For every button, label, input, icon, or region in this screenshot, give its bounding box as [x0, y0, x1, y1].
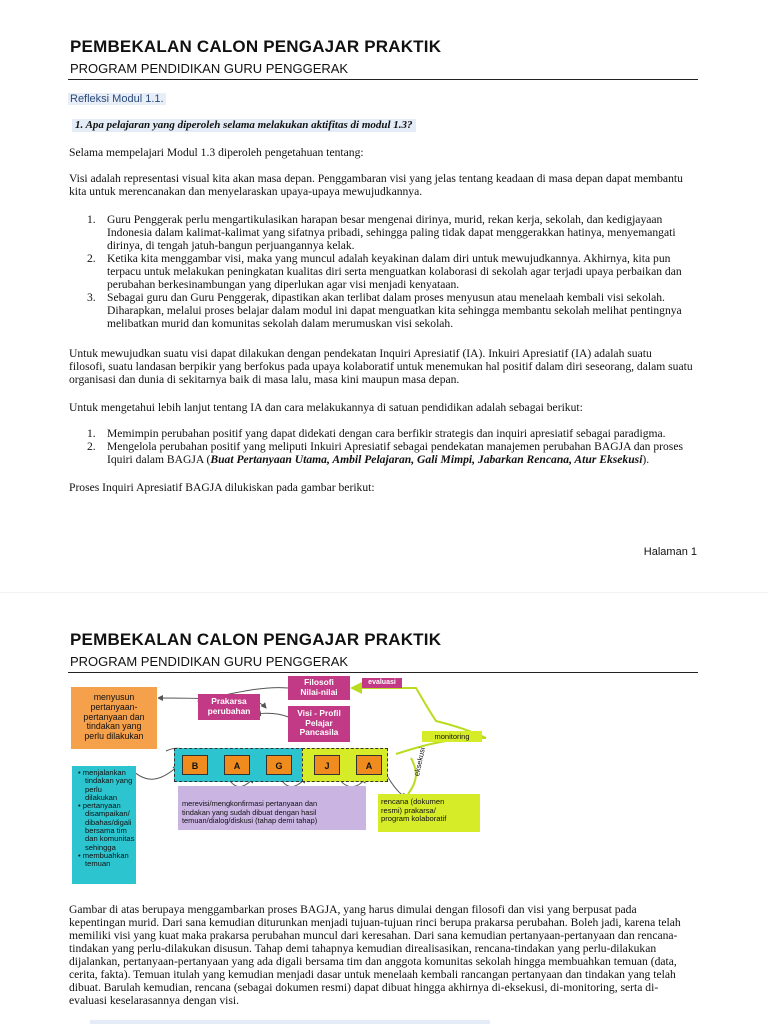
- list-number: 1.: [87, 427, 96, 440]
- prakarsa-perubahan-box: [198, 694, 260, 720]
- text-line: melibatkan murid dan komunitas sekolah dalam merumuskan visi sekolah.: [107, 317, 454, 330]
- revise-box: [178, 786, 366, 830]
- text-line: • pertanyaan: [78, 801, 121, 811]
- list-item: [87, 427, 717, 440]
- text-line: perubahan berkesinambungan yang diperlukan agar visi menjadi kenyataan.: [107, 278, 460, 291]
- list-item: [87, 252, 717, 291]
- text-line: Filosofi: [304, 677, 334, 687]
- bagja-explanation: [69, 903, 709, 1007]
- bagja-step-b: B: [182, 755, 208, 775]
- text-line: perlu dilakukan: [84, 731, 144, 742]
- text-line: kepentingan murid. Dari sana kemudian diturunkan menjadi tujuan-tujuan rinci berupa prakarsa perubahan. Boleh jadi, karena telah: [69, 916, 681, 929]
- text-line: Memimpin perubahan positif yang dapat didekati dengan cara berfikir strategis dan inquiri apresiatif sebagai paradigma.: [107, 427, 666, 440]
- text-line: disampaikan/: [85, 809, 130, 819]
- text-line: Ketika kita menggambar visi, maka yang muncul adalah keyakinan dalam diri untuk mewujudkannya. Akhirnya, kita pun: [107, 252, 671, 265]
- ia-paragraph: [69, 347, 709, 386]
- text-line: kita untuk merencanakan dan menyelaraskan upaya-upaya mewujudkannya.: [69, 185, 423, 198]
- list-number: 3.: [87, 291, 96, 304]
- text-line: dan komunitas: [85, 834, 135, 844]
- more-info-text: Untuk mengetahui lebih lanjut tentang IA dan cara melakukannya di satuan pendidikan adalah sebagai berikut:: [69, 401, 583, 414]
- list-number: 1.: [87, 213, 96, 226]
- text-line: Mengelola perubahan positif yang meliputi Inkuiri Apresiatif sebagai pendekatan manajemen perubahan BAGJA dan proses: [107, 440, 683, 453]
- text-line: pertanyaan dan: [83, 711, 145, 722]
- header-divider: [68, 79, 698, 80]
- text-line: sehingga: [85, 842, 116, 852]
- list-item: [87, 291, 717, 330]
- text-line: dijalankan, pertanyaan-pertanyaan yang ada digali bersama tim dan anggota komunitas sekolah hingga membuahkan temuan (data,: [69, 955, 677, 968]
- header-divider: [68, 672, 698, 673]
- rencana-box: [378, 794, 480, 832]
- text-line: resmi) prakarsa/: [381, 805, 436, 815]
- question-preparation-box: [70, 686, 158, 750]
- text-line: dilakukan: [85, 792, 118, 802]
- text-line: • membuahkan: [78, 850, 129, 860]
- execution-box: [72, 766, 136, 884]
- list-item: [87, 440, 717, 466]
- monitoring-label: monitoring: [422, 731, 482, 742]
- text-line: Nilai-nilai: [300, 686, 338, 697]
- text-line: Pancasila: [299, 727, 339, 737]
- text-line: Guru Penggerak perlu mengartikulasikan harapan besar mengenai dirinya, murid, rekan kerja, sekolah, dan kedigjayaan: [107, 213, 663, 226]
- bagja-step-g: G: [266, 755, 292, 775]
- text-line: merevisi/mengkonfirmasi pertanyaan dan: [182, 799, 318, 808]
- list-number: 2.: [87, 440, 96, 453]
- reflection-title: Refleksi Modul 1.1.: [70, 93, 164, 105]
- text-line: [107, 453, 717, 466]
- text-line: Untuk mewujudkan suatu visi dapat dilakukan dengan pendekatan Inquiri Apresiatif (IA). Inkuiri Apresiatif (IA) adalah suatu: [69, 347, 652, 360]
- text-line: perlu: [85, 784, 102, 794]
- page-header-subtitle: PROGRAM PENDIDIKAN GURU PENGGERAK: [70, 61, 349, 76]
- text-line: Indonesia dalam kalimat-kalimat yang sifatnya pribadi, sehingga paling tidak dapat menggerakkan hatinya, menyemangati: [107, 226, 676, 239]
- text-line: Prakarsa: [211, 696, 247, 706]
- text-line: Sebagai guru dan Guru Penggerak, dipastikan akan terlibat dalam proses menyusun atau menelaah kembali visi sekolah.: [107, 291, 665, 304]
- text-line: rencana (dokumen: [381, 797, 445, 806]
- text-line: Visi adalah representasi visual kita akan masa depan. Penggambaran visi yang jelas tentang keadaan di masa depan dapat membantu: [69, 172, 683, 185]
- text-line: dirinya, di tengah jatuh-bangun perjuangannya kelak.: [107, 239, 355, 252]
- text-line: program kolaboratif: [381, 814, 447, 824]
- text-line: Pelajar: [305, 717, 333, 728]
- text-line: temuan/dialog/diskusi (tahap demi tahap): [182, 816, 318, 826]
- bagja-step-a: A: [224, 755, 250, 775]
- vision-list: [87, 213, 717, 330]
- text-line: Diharapkan, melalui proses belajar dalam modul ini dapat menguatkan kita sehingga membantu sekolah melihat pentingnya: [107, 304, 682, 317]
- bagja-steps: Buat Pertanyaan Utama, Ambil Pelajaran, Gali Mimpi, Jabarkan Rencana, Atur Eksekusi: [210, 453, 643, 466]
- text-line: filosofi, suatu landasan berpikir yang berfokus pada upaya kolaboratif untuk menemukan hal positif dalam diri seseorang, dalam suatu: [69, 360, 693, 373]
- text-line: tindakan yang: [85, 776, 133, 786]
- text-line: menyusun: [93, 692, 135, 702]
- page-header-subtitle: PROGRAM PENDIDIKAN GURU PENGGERAK: [70, 654, 349, 669]
- text-line: tindakan yang perlu-dilakukan disusun. Tahap demi tahapnya kemudian direalisasikan, rencana-tindakan yang perlu-dilakukan: [69, 942, 657, 955]
- text-line: dibuat. Barulah kemudian, rencana (sebagai dokumen resmi) dapat dibuat hingga akhirnya di-eksekusi, di-monitoring, serta di-: [69, 981, 659, 994]
- bagja-step-j: J: [314, 755, 340, 775]
- evaluasi-label: evaluasi: [362, 678, 402, 688]
- page-break: [0, 592, 768, 593]
- intro-text: Selama mempelajari Modul 1.3 diperoleh pengetahuan tentang:: [69, 146, 364, 159]
- bagja-diagram: [66, 676, 496, 886]
- vision-paragraph: [69, 172, 709, 198]
- text-line: • menjalankan: [78, 768, 126, 777]
- list-item: [87, 213, 717, 252]
- page-number: Halaman 1: [643, 546, 697, 558]
- highlight-strip: [90, 1020, 490, 1024]
- text-span: ).: [642, 453, 650, 466]
- text-line: dibahas/digali: [85, 817, 132, 827]
- text-line: Gambar di atas berupaya menggambarkan proses BAGJA, yang harus dimulai dengan filosofi dan visi yang berpusat pada: [69, 903, 637, 916]
- text-span: Iquiri dalam BAGJA (: [107, 453, 211, 466]
- text-line: temuan: [85, 859, 111, 869]
- text-line: organisasi dan dunia di sekitarnya baik di masa lalu, masa kini maupun masa depan.: [69, 373, 460, 386]
- text-line: cerita, fakta). Temuan itulah yang kemudian menjadi dasar untuk menelaah kembali rancangan pertanyaan dan tindakan yang telah: [69, 968, 676, 981]
- eksekusi-label: eksekusi: [412, 746, 427, 777]
- bagja-step-a2: A: [356, 755, 382, 775]
- text-line: pertanyaan-: [90, 701, 138, 712]
- text-line: bersama tim: [85, 826, 127, 836]
- ia-list: [87, 427, 717, 466]
- text-line: perubahan: [207, 705, 251, 716]
- text-line: tindakan yang sudah dibuat dengan hasil: [182, 807, 317, 817]
- list-number: 2.: [87, 252, 96, 265]
- text-line: memiliki visi yang kuat maka prakarsa perubahan muncul dari keresahan. Dari sana kemudian pertanyaan-pertanyaan dan rencana-: [69, 929, 678, 942]
- text-line: tindakan yang: [86, 721, 142, 732]
- page-header-title: PEMBEKALAN CALON PENGAJAR PRAKTIK: [70, 37, 442, 56]
- text-line: evaluasi keselarasannya dengan visi.: [69, 994, 239, 1007]
- visi-profil-box: [288, 706, 350, 742]
- filosofi-box: [288, 676, 350, 700]
- page-header-title: PEMBEKALAN CALON PENGAJAR PRAKTIK: [70, 630, 442, 649]
- text-line: terpacu untuk melakukan peningkatan kualitas diri serta menguatkan kolaborasi di sekolah agar terjadi upaya perbaikan dan: [107, 265, 682, 278]
- process-text: Proses Inquiri Apresiatif BAGJA dilukiskan pada gambar berikut:: [69, 481, 375, 494]
- reflection-question: 1. Apa pelajaran yang diperoleh selama melakukan aktifitas di modul 1.3?: [72, 119, 416, 132]
- text-line: Visi - Profil: [297, 708, 341, 718]
